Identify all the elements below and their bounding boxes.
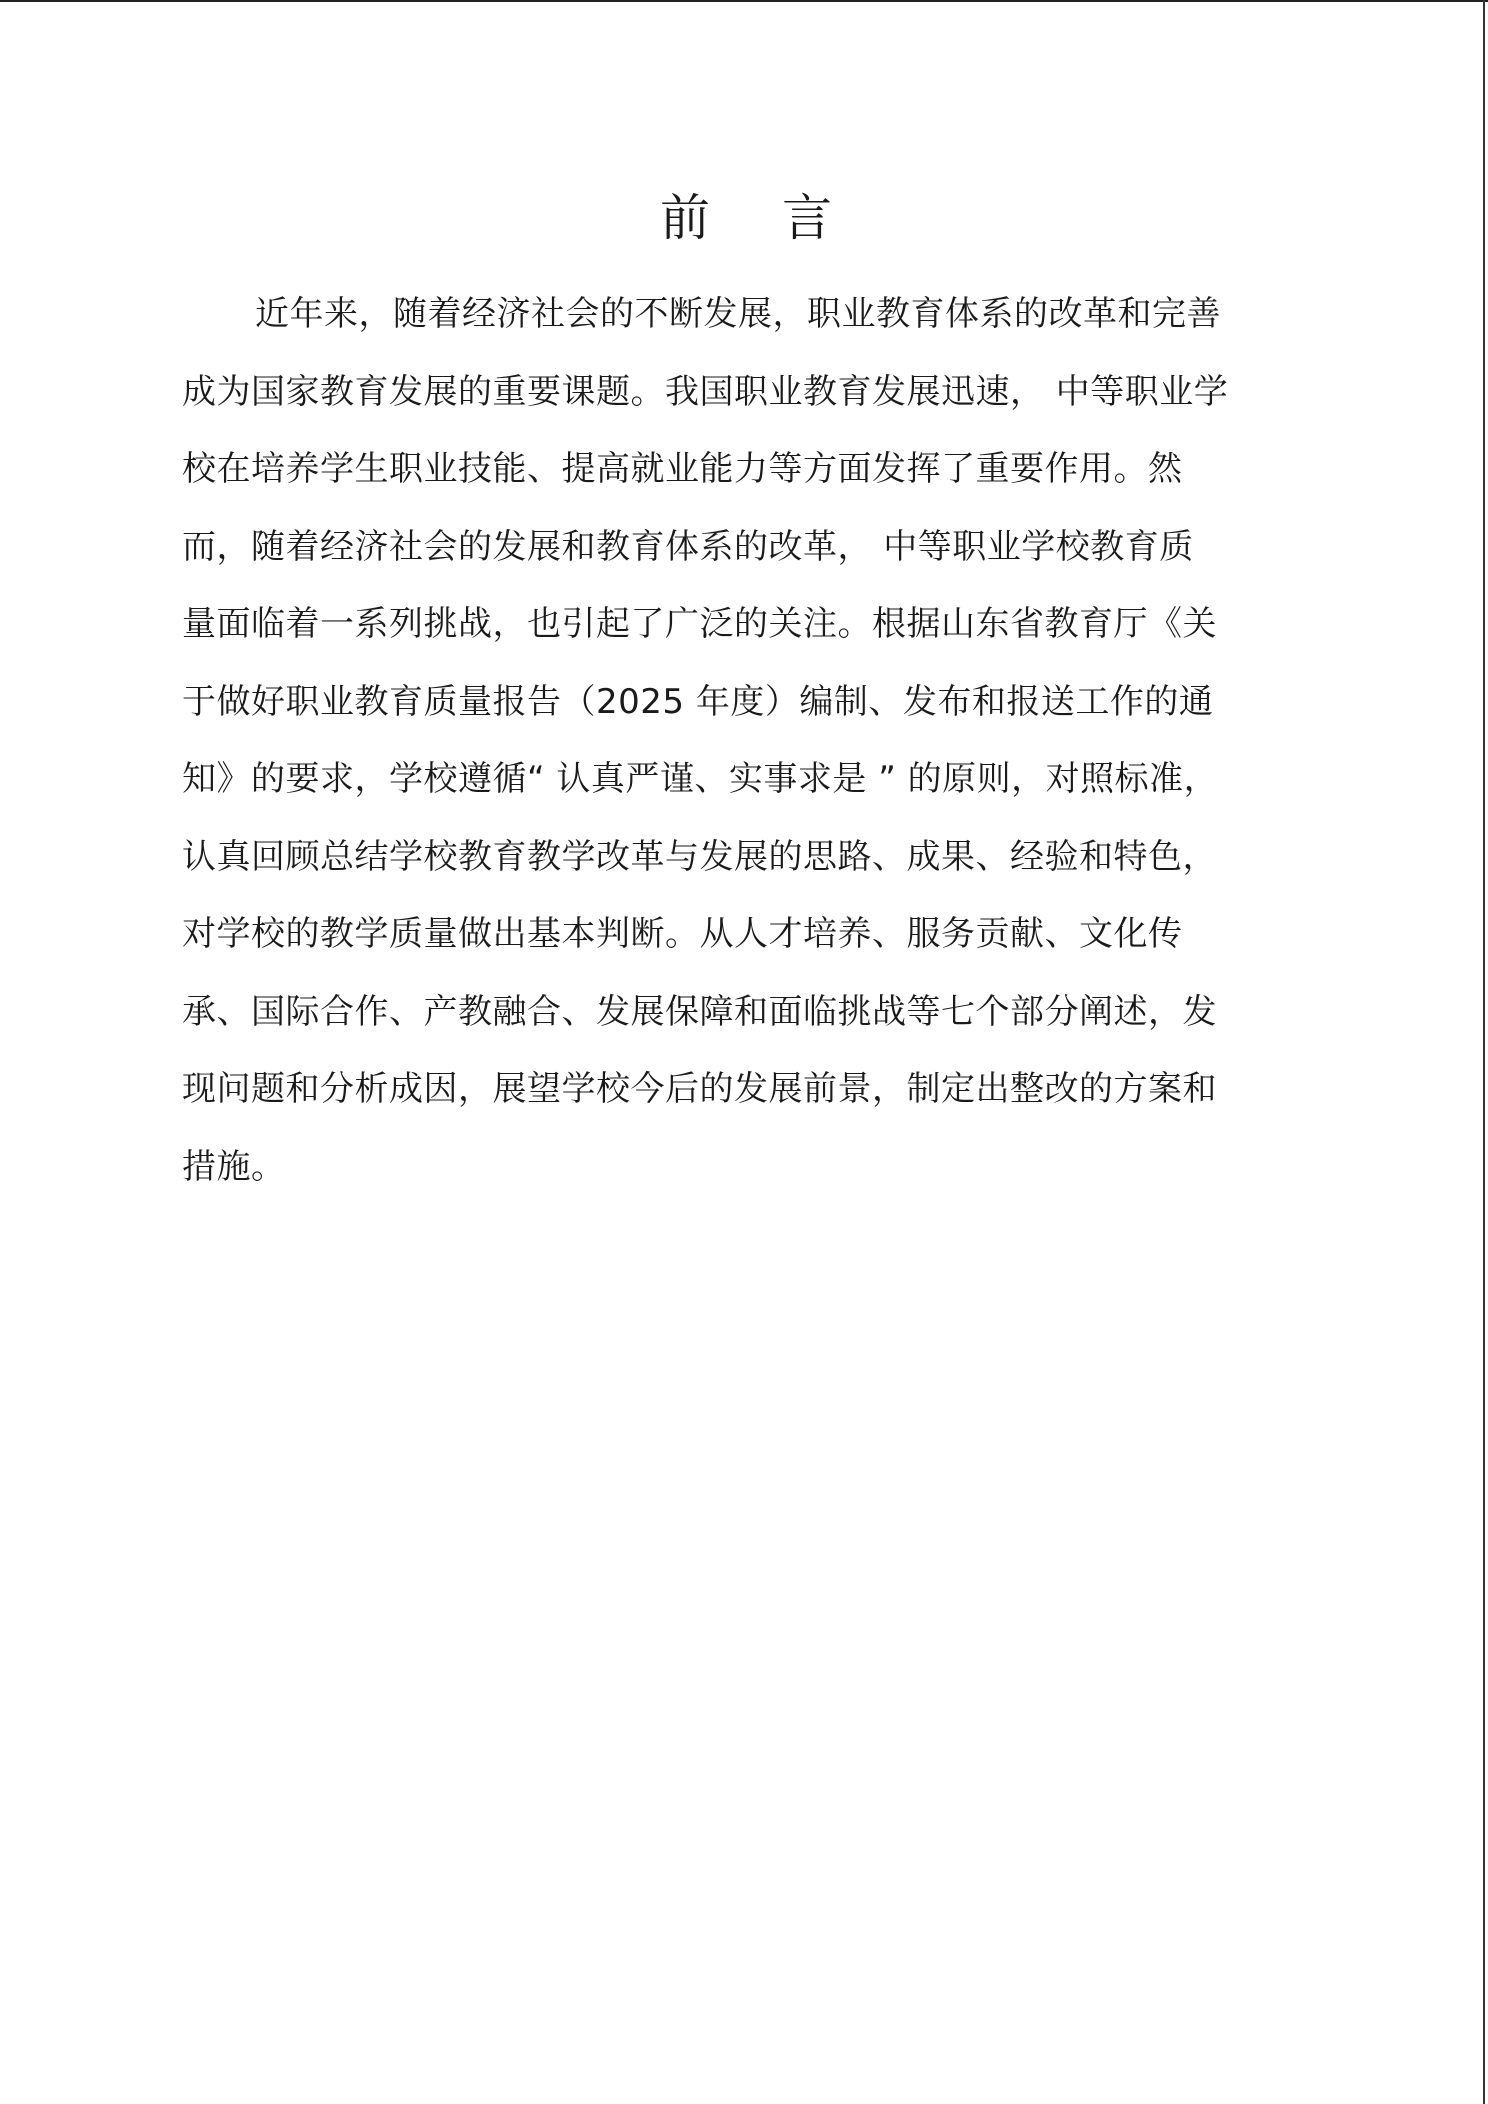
paragraph-line: 成为国家教育发展的重要课题。我国职业教育发展迅速， 中等职业学 (182, 371, 1229, 412)
paragraph-line: 承、国际合作、产教融合、发展保障和面临挑战等七个部分阐述，发 (182, 991, 1217, 1032)
preface-paragraph (182, 276, 1310, 1206)
page-title: 前 言 (660, 189, 860, 247)
page-top-border (0, 0, 1488, 2)
paragraph-line: 现问题和分析成因，展望学校今后的发展前景，制定出整改的方案和 (182, 1069, 1217, 1109)
page-right-border (1483, 0, 1485, 2104)
paragraph-line: 于做好职业教育质量报告（2025 年度）编制、发布和报送工作的通 (182, 681, 1214, 722)
paragraph-line: 认真回顾总结学校教育教学改革与发展的思路、成果、经验和特色， (182, 836, 1217, 877)
paragraph-line: 对学校的教学质量做出基本判断。从人才培养、服务贡献、文化传 (182, 914, 1183, 954)
paragraph-line: 知》的要求，学校遵循“ 认真严谨、实事求是 ” 的原则，对照标准， (182, 759, 1219, 799)
paragraph-line: 而，随着经济社会的发展和教育体系的改革， 中等职业学校教育质 (182, 526, 1194, 567)
paragraph-line: 量面临着一系列挑战，也引起了广泛的关注。根据山东省教育厅《关 (182, 604, 1217, 644)
document-page (182, 180, 1310, 1206)
paragraph-line: 校在培养学生职业技能、提高就业能力等方面发挥了重要作用。然 (182, 449, 1183, 489)
paragraph-line: 近年来，随着经济社会的不断发展，职业教育体系的改革和完善 (255, 294, 1221, 334)
paragraph-line: 措施。 (182, 1146, 286, 1187)
